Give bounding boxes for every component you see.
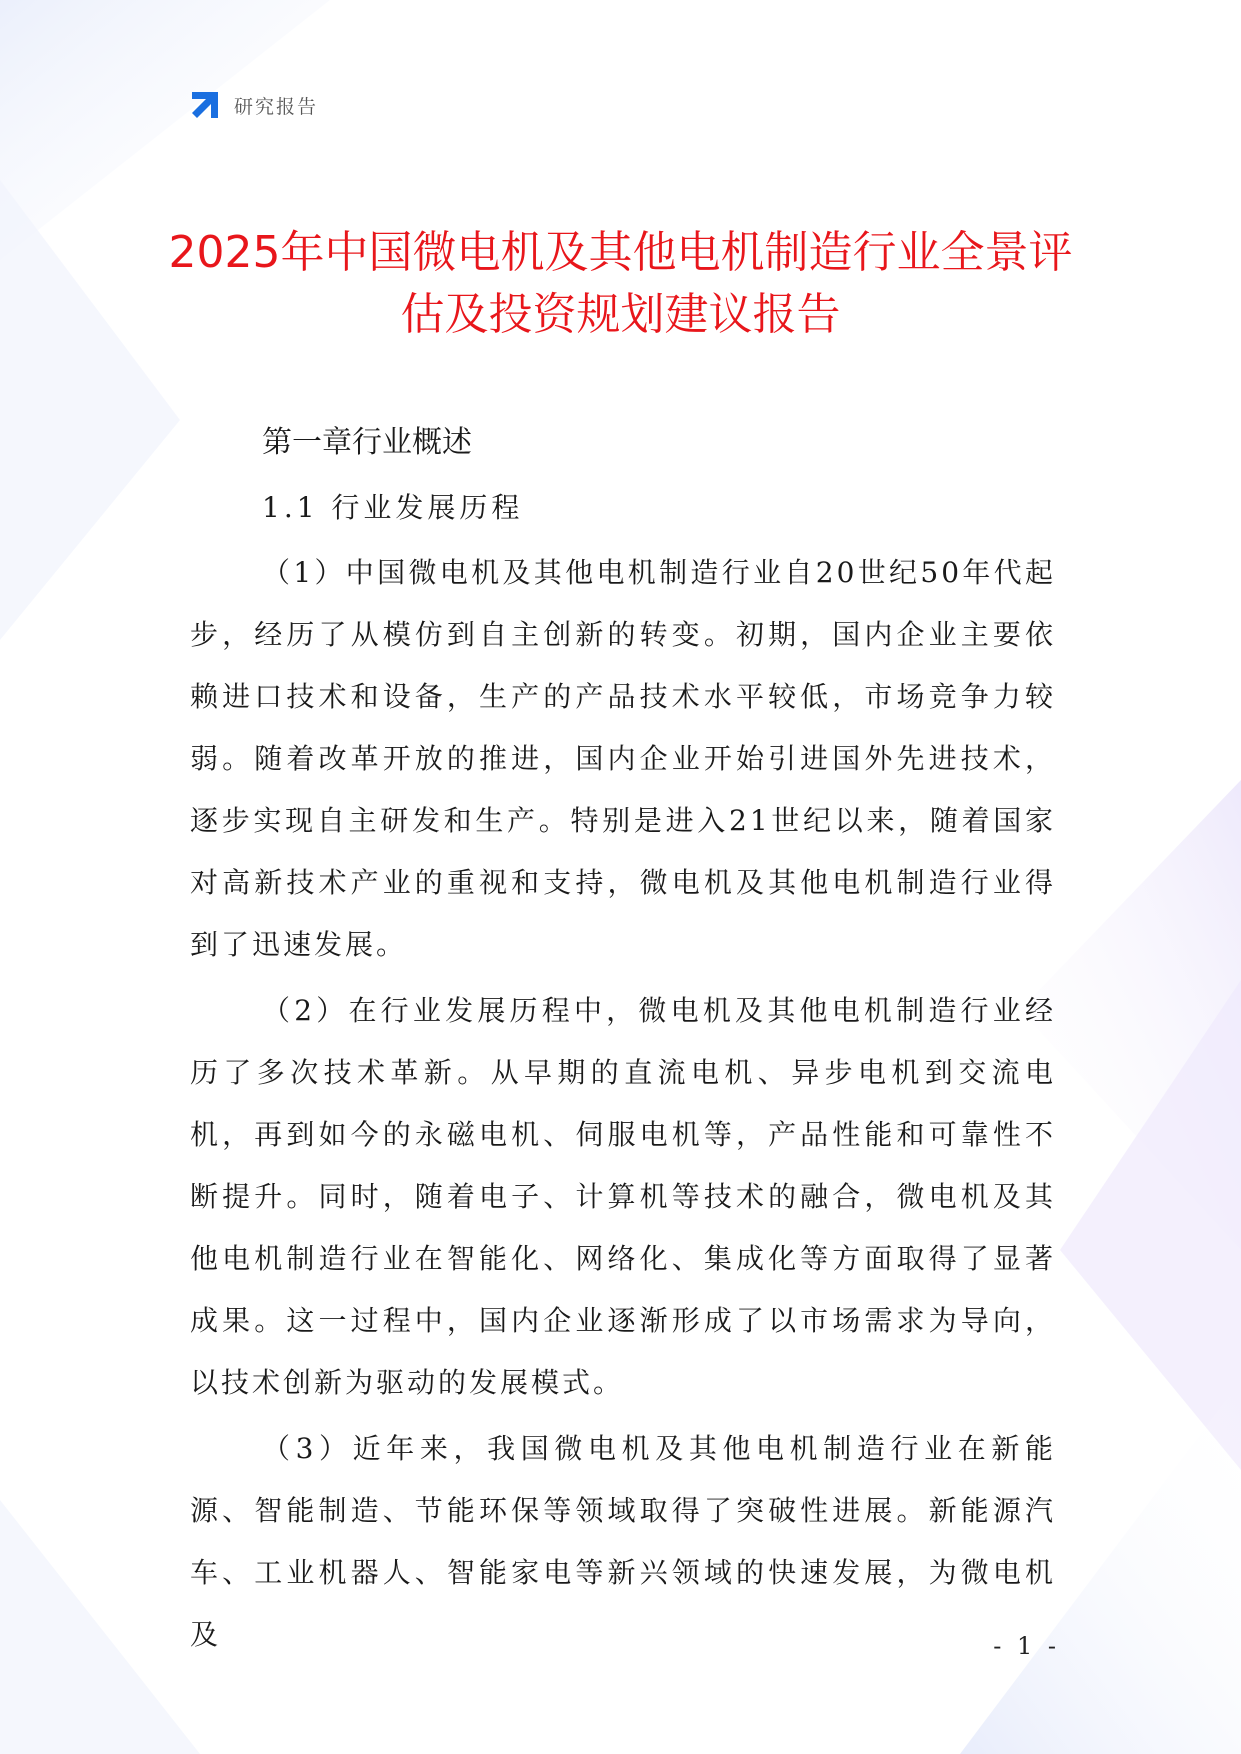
chapter-heading: 第一章行业概述 — [262, 425, 472, 460]
diagonal-arrow-icon — [188, 88, 222, 122]
report-body — [190, 418, 1056, 1666]
page-number: - 1 - — [993, 1632, 1060, 1660]
paragraph-3: （3）近年来，我国微电机及其他电机制造行业在新能源、智能制造、节能环保等领域取得了突破性进展。新能源汽车、工业机器人、智能家电等新兴领域的快速发展，为微电机及 — [190, 1432, 1056, 1651]
paragraph-2: （2）在行业发展历程中，微电机及其他电机制造行业经历了多次技术革新。从早期的直流电机、异步电机到交流电机，再到如今的永磁电机、伺服电机等，产品性能和可靠性不断提升。同时，随着电子、计算机等技术的融合，微电机及其他电机制造行业在智能化、网络化、集成化等方面取得了显著成果。这一过程中，国内企业逐渐形成了以市场需求为导向，以技术创新为驱动的发展模式。 — [190, 994, 1056, 1399]
header-label: 研究报告 — [234, 95, 319, 118]
section-heading: 1.1 行业发展历程 — [262, 491, 524, 524]
paragraph-1: （1）中国微电机及其他电机制造行业自20世纪50年代起步，经历了从模仿到自主创新的转变。初期，国内企业主要依赖进口技术和设备，生产的产品技术水平较低，市场竞争力较弱。随着改革开放的推进，国内企业开始引进国外先进技术，逐步实现自主研发和生产。特别是进入21世纪以来，随着国家对高新技术产业的重视和支持，微电机及其他电机制造行业得到了迅速发展。 — [190, 556, 1056, 961]
report-title: 2025年中国微电机及其他电机制造行业全景评估及投资规划建议报告 — [168, 227, 1073, 340]
report-header — [188, 88, 318, 122]
